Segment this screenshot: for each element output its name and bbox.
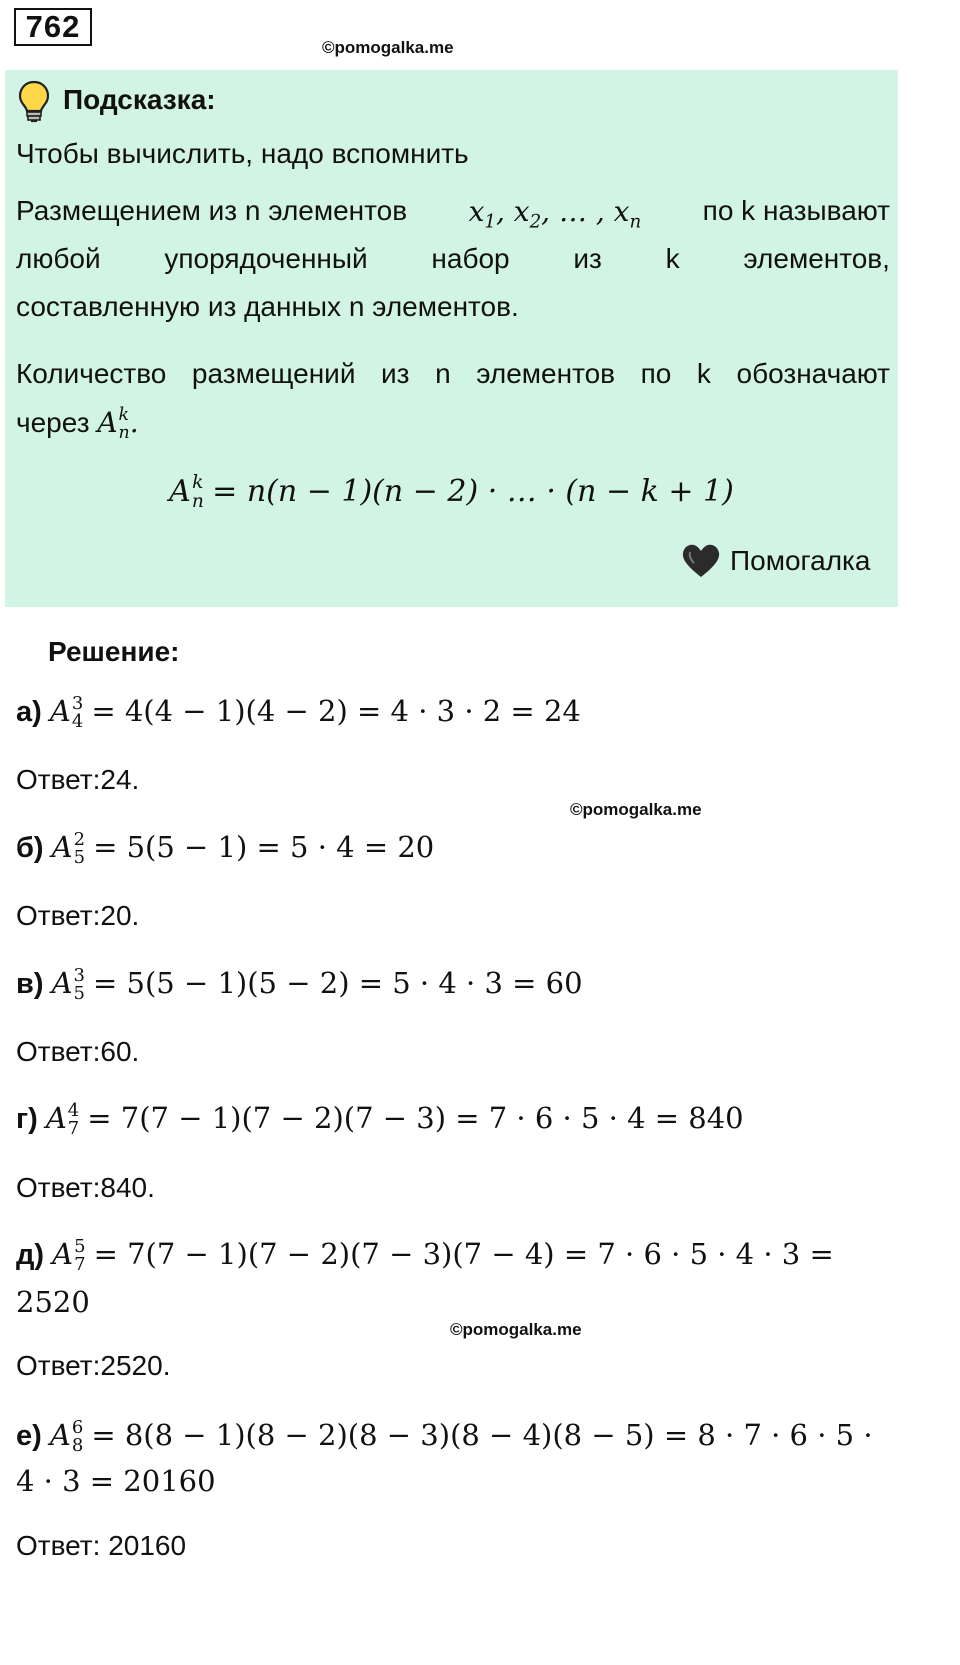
solution-item-e: е) A 6 8 = 8(8 − 1)(8 − 2)(8 − 3)(8 − 4)(8 − 5) = 8 · 7 · 6 · 5 · <box>16 1417 873 1456</box>
solution-item-g: г) A 4 7 = 7(7 − 1)(7 − 2)(7 − 3) = 7 · 6 · 5 · 4 = 840 <box>16 1100 744 1139</box>
hint-def-word: элементов, <box>743 243 890 274</box>
item-expression: = 7(7 − 1)(7 − 2)(7 − 3) = 7 · 6 · 5 · 4 = 840 <box>87 1101 744 1135</box>
watermark-bottom: ©pomogalka.me <box>450 1320 582 1339</box>
hint-def-text-b: по k называют <box>702 195 890 226</box>
solution-item-b: б) A 2 5 = 5(5 − 1) = 5 · 4 = 20 <box>16 829 435 868</box>
watermark-middle: ©pomogalka.me <box>570 800 702 819</box>
hint-count-line1: Количество размещений из n элементов по k обозначают <box>16 358 890 389</box>
solution-item-a: а) A 3 4 = 4(4 − 1)(4 − 2) = 4 · 3 · 2 = 24 <box>16 693 581 732</box>
item-expression: = 8(8 − 1)(8 − 2)(8 − 3)(8 − 4)(8 − 5) = 8 · 7 · 6 · 5 · <box>91 1418 873 1452</box>
item-label: д) <box>16 1239 45 1271</box>
hint-def-word: k <box>665 243 680 274</box>
heart-icon <box>681 543 721 579</box>
item-label: г) <box>16 1103 38 1135</box>
hint-definition-line2 <box>16 243 890 275</box>
answer-b: Ответ:20. <box>16 900 140 931</box>
hint-def-word: упорядоченный <box>164 243 368 274</box>
hint-definition-line3: составленную из данных n элементов. <box>16 291 519 322</box>
solution-item-d: д) A 5 7 = 7(7 − 1)(7 − 2)(7 − 3)(7 − 4) = 7 · 6 · 5 · 4 · 3 = <box>16 1236 834 1275</box>
item-label: в) <box>16 968 44 1000</box>
hint-line1: Чтобы вычислить, надо вспомнить <box>16 138 469 169</box>
watermark-top: ©pomogalka.me <box>322 38 454 57</box>
solution-title: Решение: <box>48 636 180 667</box>
hint-definition-line1 <box>16 195 890 233</box>
task-number: 762 <box>14 8 92 46</box>
hint-def-word: любой <box>16 243 101 274</box>
hint-def-text-a: Размещением из n элементов <box>16 195 408 226</box>
hint-count-line2 <box>16 406 139 442</box>
hint-def-word: из <box>573 243 602 274</box>
item-label: б) <box>16 832 44 864</box>
item-expression: = 5(5 − 1) = 5 · 4 = 20 <box>93 830 435 864</box>
item-label: е) <box>16 1420 42 1452</box>
item-expression: = 7(7 − 1)(7 − 2)(7 − 3)(7 − 4) = 7 · 6 · 5 · 4 · 3 = <box>93 1237 834 1271</box>
item-expression-continued: 4 · 3 = 20160 <box>16 1464 216 1498</box>
hint-def-variables: $x_1$, $x_2$, … , $x_n$ <box>468 195 642 233</box>
hint-box <box>5 70 898 607</box>
answer-v: Ответ:60. <box>16 1036 140 1067</box>
hint-formula-rhs: = n(n − 1)(n − 2) · … · (n − k + 1) <box>212 474 734 509</box>
answer-e: Ответ: 20160 <box>16 1530 187 1561</box>
answer-a: Ответ:24. <box>16 764 140 795</box>
solution-item-v: в) A 3 5 = 5(5 − 1)(5 − 2) = 5 · 4 · 3 = 60 <box>16 965 583 1004</box>
item-expression-continued: 2520 <box>16 1285 90 1319</box>
item-expression: = 5(5 − 1)(5 − 2) = 5 · 4 · 3 = 60 <box>93 966 583 1000</box>
item-expression: = 4(4 − 1)(4 − 2) = 4 · 3 · 2 = 24 <box>91 694 581 728</box>
hint-count-text: через <box>16 407 90 438</box>
notation-symbol: A k n . <box>97 405 139 443</box>
item-label: а) <box>16 696 42 728</box>
hint-title: Подсказка: <box>63 84 216 115</box>
lightbulb-icon <box>17 80 51 124</box>
answer-d: Ответ:2520. <box>16 1350 171 1381</box>
hint-def-word: набор <box>431 243 510 274</box>
answer-g: Ответ:840. <box>16 1172 155 1203</box>
brand-label: Помогалка <box>730 545 871 576</box>
hint-formula: A k n = n(n − 1)(n − 2) · … · (n − k + 1) <box>169 472 734 512</box>
